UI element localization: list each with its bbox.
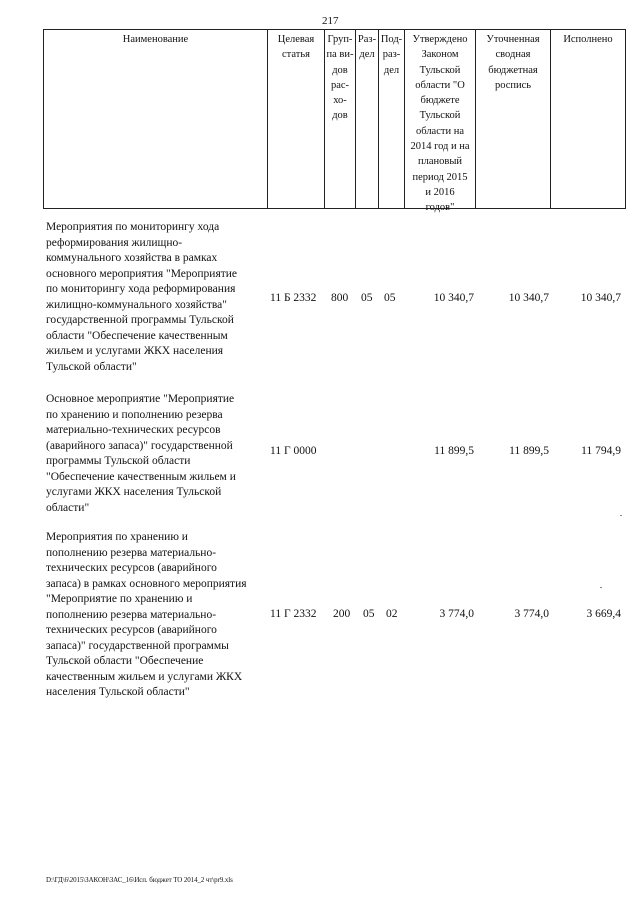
row-subsection: 05 <box>384 292 396 304</box>
row-target-article: 11 Г 2332 <box>270 608 317 620</box>
row-name: Основное мероприятие "Мероприятие по хранению и пополнению резерва материально-технических ресурсов (аварийного запаса)" государственной программы Тульской области "Обеспечение качественным жильем и услугами ЖКХ населения Тульской области" <box>46 393 236 514</box>
header-section: Раз- дел <box>357 34 377 61</box>
row-target-article: 11 Б 2332 <box>270 292 317 304</box>
scan-speck <box>620 515 622 516</box>
row-expense-group: 800 <box>331 292 349 304</box>
header-approved: Утверждено Законом Тульской области "О бюджете Тульской области на 2014 год и на плановый период 2015 и 2016 годов" <box>410 34 470 214</box>
header-executed: Исполнено <box>563 34 613 45</box>
column-divider <box>43 29 44 209</box>
column-divider <box>550 29 551 209</box>
row-executed: 3 669,4 <box>586 608 621 620</box>
page-number: 217 <box>322 15 339 27</box>
row-section: 05 <box>361 292 373 304</box>
row-approved: 3 774,0 <box>439 608 474 620</box>
row-executed: 11 794,9 <box>581 445 621 457</box>
row-approved: 10 340,7 <box>433 292 474 304</box>
header-expense-group: Груп- па ви- дов рас- хо- дов <box>326 34 354 122</box>
row-target-article: 11 Г 0000 <box>270 445 317 457</box>
column-divider <box>625 29 626 209</box>
row-section: 05 <box>363 608 375 620</box>
row-refined: 11 899,5 <box>509 445 549 457</box>
row-refined: 10 340,7 <box>508 292 549 304</box>
header-refined: Уточненная сводная бюджетная роспись <box>486 34 540 91</box>
header-top-border <box>43 29 626 30</box>
footer-file-path: D:\ГД\6\2015\ЗАКОН\ЗАС_16\Исп. бюджет ТО 2014_2 чт\pr9.xls <box>46 876 233 884</box>
header-subsection: Под- раз- дел <box>380 34 403 76</box>
header-bottom-border <box>43 208 626 209</box>
row-name: Мероприятия по мониторингу хода реформирования жилищно- коммунального хозяйства в рамках основного мероприятия "Мероприятие по мониторингу хода реформирования жилищно-коммунального хозяйства" государственной программы Тульской области "Обеспечение качественным жильем и услугами ЖКХ населения Тульской области" <box>46 221 238 373</box>
row-executed: 10 340,7 <box>580 292 621 304</box>
row-name: Мероприятия по хранению и пополнению резерва материально- технических ресурсов (аварийного запаса) в рамках основного мероприятия "Мероприятие по хранению и пополнению резерва материально- технических ресурсов (аварийного запаса)" государственной программы Тульской области "Обеспечение качественным жильем и услугами ЖКХ населения Тульской области" <box>46 531 247 698</box>
row-expense-group: 200 <box>333 608 351 620</box>
row-subsection: 02 <box>386 608 398 620</box>
row-refined: 3 774,0 <box>514 608 549 620</box>
header-name: Наименование <box>122 34 189 45</box>
header-target-article: Целевая статья <box>277 34 315 61</box>
row-approved: 11 899,5 <box>434 445 474 457</box>
scan-speck <box>600 587 602 588</box>
